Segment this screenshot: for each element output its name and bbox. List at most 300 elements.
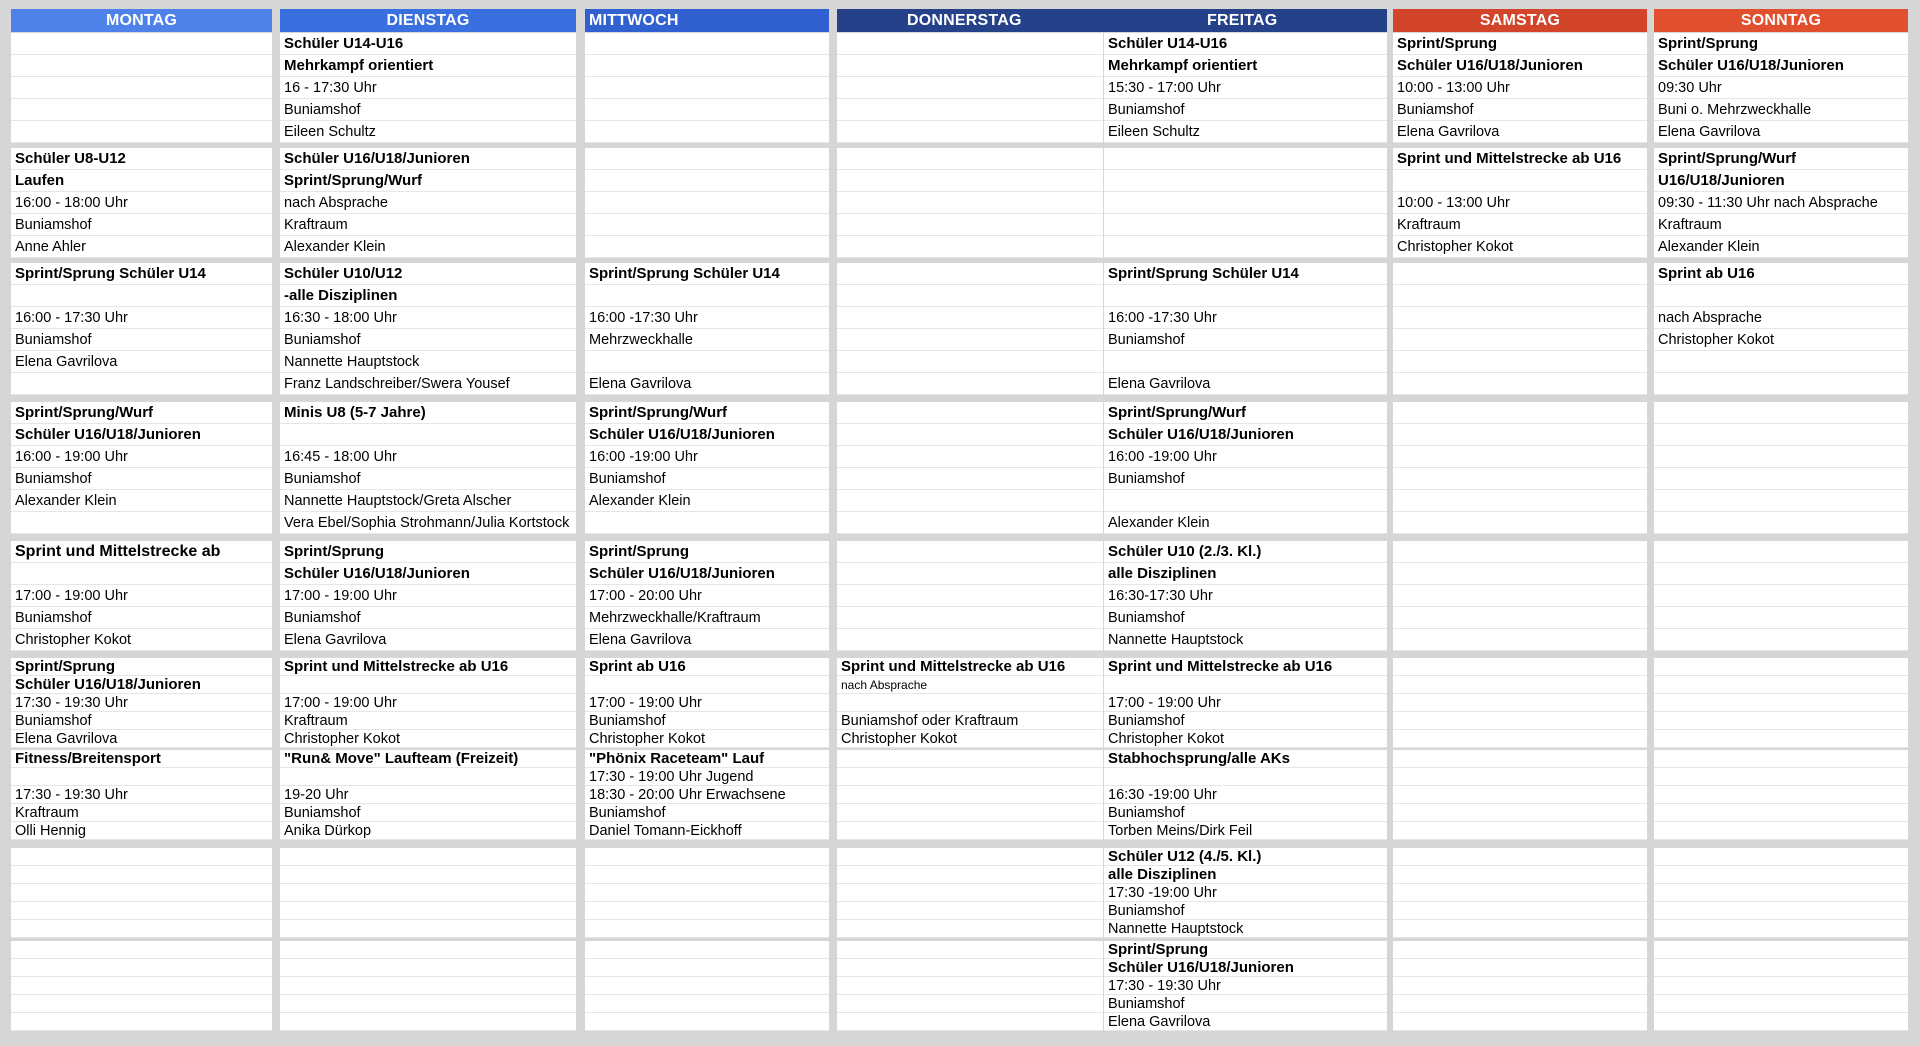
schedule-cell: Kraftraum xyxy=(1393,214,1647,236)
schedule-cell xyxy=(837,148,1103,170)
col-dienstag xyxy=(280,33,576,1031)
schedule-block xyxy=(11,658,272,748)
schedule-cell xyxy=(1393,804,1647,822)
schedule-cell: 18:30 - 20:00 Uhr Erwachsene xyxy=(585,786,829,804)
schedule-cell: Christopher Kokot xyxy=(1654,329,1908,351)
schedule-block xyxy=(1393,402,1647,534)
schedule-cell xyxy=(585,920,829,938)
schedule-cell xyxy=(1393,285,1647,307)
schedule-cell xyxy=(1393,676,1647,694)
header-montag-label: MONTAG xyxy=(105,12,178,29)
schedule-block xyxy=(1654,402,1908,534)
schedule-block xyxy=(837,402,1103,534)
schedule-cell xyxy=(11,884,272,902)
schedule-block xyxy=(280,33,576,143)
schedule-cell xyxy=(280,977,576,995)
schedule-block xyxy=(1104,941,1387,1031)
schedule-cell xyxy=(837,884,1103,902)
schedule-block xyxy=(585,941,829,1031)
schedule-cell xyxy=(1104,768,1387,786)
schedule-block xyxy=(1104,750,1387,840)
schedule-cell xyxy=(1654,676,1908,694)
schedule-cell: Mehrkampf orientiert xyxy=(280,55,576,77)
schedule-cell xyxy=(585,959,829,977)
schedule-cell: Christopher Kokot xyxy=(585,730,829,748)
block-separator xyxy=(837,840,1103,848)
block-separator xyxy=(1104,651,1387,658)
schedule-cell xyxy=(837,750,1103,768)
schedule-cell: Sprint/Sprung/Wurf xyxy=(585,402,829,424)
schedule-cell: 16:00 -17:30 Uhr xyxy=(585,307,829,329)
schedule-cell: Buni o. Mehrzweckhalle xyxy=(1654,99,1908,121)
schedule-cell: Stabhochsprung/alle AKs xyxy=(1104,750,1387,768)
schedule-cell: Christopher Kokot xyxy=(1393,236,1647,258)
schedule-cell xyxy=(837,263,1103,285)
schedule-cell: Buniamshof xyxy=(1104,712,1387,730)
schedule-block xyxy=(837,941,1103,1031)
schedule-cell xyxy=(280,920,576,938)
schedule-cell xyxy=(837,848,1103,866)
schedule-cell xyxy=(11,977,272,995)
schedule-cell: Sprint/Sprung/Wurf xyxy=(1654,148,1908,170)
schedule-cell xyxy=(585,977,829,995)
header-dienstag xyxy=(280,9,576,32)
schedule-cell: Buniamshof xyxy=(11,214,272,236)
schedule-cell: Sprint/Sprung/Wurf xyxy=(1104,402,1387,424)
schedule-cell xyxy=(837,99,1103,121)
schedule-cell: Elena Gavrilova xyxy=(1393,121,1647,143)
schedule-block xyxy=(11,263,272,395)
schedule-cell xyxy=(280,1013,576,1031)
schedule-cell xyxy=(1654,786,1908,804)
schedule-cell xyxy=(11,902,272,920)
schedule-cell: 16:30 - 18:00 Uhr xyxy=(280,307,576,329)
schedule-block xyxy=(1393,941,1647,1031)
col-sonntag xyxy=(1654,33,1908,1031)
block-separator xyxy=(585,395,829,402)
schedule-block xyxy=(1393,658,1647,748)
schedule-block xyxy=(585,658,829,748)
schedule-cell: Schüler U16/U18/Junioren xyxy=(1654,55,1908,77)
schedule-cell xyxy=(1393,424,1647,446)
col-mittwoch xyxy=(585,33,829,1031)
schedule-cell xyxy=(585,55,829,77)
schedule-cell xyxy=(1654,402,1908,424)
schedule-cell xyxy=(1654,446,1908,468)
schedule-cell: Eileen Schultz xyxy=(1104,121,1387,143)
schedule-cell xyxy=(280,768,576,786)
schedule-cell: Sprint und Mittelstrecke ab U16 xyxy=(280,658,576,676)
block-separator xyxy=(1393,840,1647,848)
schedule-cell: Buniamshof xyxy=(1393,99,1647,121)
schedule-cell: Alexander Klein xyxy=(280,236,576,258)
schedule-block xyxy=(837,263,1103,395)
schedule-cell: Vera Ebel/Sophia Strohmann/Julia Kortstock xyxy=(280,512,576,534)
schedule-block xyxy=(1654,658,1908,748)
schedule-cell: Elena Gavrilova xyxy=(1654,121,1908,143)
schedule-cell: Buniamshof xyxy=(280,99,576,121)
schedule-cell: Elena Gavrilova xyxy=(280,629,576,651)
schedule-cell: 16:00 -17:30 Uhr xyxy=(1104,307,1387,329)
schedule-cell xyxy=(585,884,829,902)
schedule-cell xyxy=(1654,373,1908,395)
header-donnerstag-label: DONNERSTAG xyxy=(907,12,1022,29)
schedule-cell: Nannette Hauptstock/Greta Alscher xyxy=(280,490,576,512)
schedule-cell xyxy=(1393,694,1647,712)
block-separator xyxy=(1654,534,1908,541)
schedule-cell xyxy=(837,959,1103,977)
schedule-cell xyxy=(1654,768,1908,786)
schedule-cell: Schüler U10 (2./3. Kl.) xyxy=(1104,541,1387,563)
block-separator xyxy=(1104,395,1387,402)
schedule-cell xyxy=(837,786,1103,804)
schedule-cell: Schüler U16/U18/Junioren xyxy=(11,676,272,694)
schedule-cell xyxy=(1104,170,1387,192)
schedule-cell xyxy=(1393,786,1647,804)
schedule-cell xyxy=(1654,977,1908,995)
schedule-cell xyxy=(585,236,829,258)
schedule-cell xyxy=(837,170,1103,192)
schedule-cell xyxy=(837,995,1103,1013)
schedule-cell xyxy=(1654,804,1908,822)
schedule-cell xyxy=(585,512,829,534)
schedule-block xyxy=(585,848,829,938)
schedule-cell: nach Absprache xyxy=(1654,307,1908,329)
schedule-cell: Sprint ab U16 xyxy=(585,658,829,676)
schedule-cell xyxy=(1654,563,1908,585)
schedule-block xyxy=(1104,148,1387,258)
col-freitag xyxy=(1104,33,1387,1031)
block-separator xyxy=(11,534,272,541)
header-sonntag xyxy=(1654,9,1908,32)
schedule-cell xyxy=(1654,1013,1908,1031)
col-samstag xyxy=(1393,33,1647,1031)
schedule-cell: Sprint/Sprung/Wurf xyxy=(280,170,576,192)
schedule-cell xyxy=(1654,730,1908,748)
schedule-cell: Nannette Hauptstock xyxy=(280,351,576,373)
schedule-cell xyxy=(1654,941,1908,959)
schedule-cell: Schüler U14-U16 xyxy=(1104,33,1387,55)
schedule-block xyxy=(1654,541,1908,651)
schedule-cell xyxy=(585,902,829,920)
schedule-block xyxy=(1104,402,1387,534)
schedule-block xyxy=(1393,848,1647,938)
schedule-cell: Fitness/Breitensport xyxy=(11,750,272,768)
schedule-cell: Schüler U16/U18/Junioren xyxy=(280,563,576,585)
schedule-cell xyxy=(585,121,829,143)
schedule-cell xyxy=(1654,285,1908,307)
schedule-cell: 17:30 - 19:00 Uhr Jugend xyxy=(585,768,829,786)
schedule-cell xyxy=(837,77,1103,99)
schedule-cell: Buniamshof xyxy=(1104,607,1387,629)
schedule-cell: Sprint/Sprung/Wurf xyxy=(11,402,272,424)
schedule-cell: Schüler U14-U16 xyxy=(280,33,576,55)
schedule-cell: Buniamshof xyxy=(11,712,272,730)
schedule-cell: Buniamshof xyxy=(1104,468,1387,490)
schedule-cell: Alexander Klein xyxy=(11,490,272,512)
schedule-block xyxy=(837,541,1103,651)
schedule-cell xyxy=(1654,585,1908,607)
schedule-cell xyxy=(1393,884,1647,902)
schedule-cell: Anne Ahler xyxy=(11,236,272,258)
schedule-cell: Schüler U16/U18/Junioren xyxy=(1104,424,1387,446)
schedule-cell xyxy=(1393,902,1647,920)
schedule-cell xyxy=(11,121,272,143)
schedule-cell xyxy=(1393,373,1647,395)
schedule-cell: Mehrzweckhalle/Kraftraum xyxy=(585,607,829,629)
schedule-cell xyxy=(1654,629,1908,651)
schedule-cell: Buniamshof xyxy=(1104,99,1387,121)
schedule-cell: Sprint und Mittelstrecke ab xyxy=(11,541,272,563)
schedule-cell xyxy=(1393,170,1647,192)
schedule-cell: Schüler U16/U18/Junioren xyxy=(1393,55,1647,77)
schedule-cell xyxy=(837,307,1103,329)
schedule-cell: 10:00 - 13:00 Uhr xyxy=(1393,192,1647,214)
schedule-cell xyxy=(1104,192,1387,214)
schedule-cell xyxy=(11,941,272,959)
schedule-cell xyxy=(837,941,1103,959)
schedule-cell xyxy=(585,995,829,1013)
schedule-cell: Christopher Kokot xyxy=(837,730,1103,748)
schedule-cell: Buniamshof xyxy=(11,468,272,490)
schedule-cell: Buniamshof xyxy=(11,329,272,351)
schedule-cell xyxy=(11,920,272,938)
schedule-cell xyxy=(837,373,1103,395)
schedule-block xyxy=(837,33,1103,143)
schedule-cell xyxy=(837,121,1103,143)
schedule-cell: Sprint/Sprung xyxy=(280,541,576,563)
header-samstag xyxy=(1393,9,1647,32)
schedule-cell xyxy=(837,694,1103,712)
schedule-cell: Nannette Hauptstock xyxy=(1104,920,1387,938)
schedule-cell xyxy=(837,402,1103,424)
schedule-block xyxy=(11,541,272,651)
schedule-block xyxy=(1104,848,1387,938)
schedule-cell xyxy=(585,848,829,866)
schedule-block xyxy=(280,402,576,534)
schedule-cell xyxy=(11,512,272,534)
schedule-cell xyxy=(1654,512,1908,534)
schedule-block xyxy=(1393,750,1647,840)
schedule-cell: Buniamshof xyxy=(1104,995,1387,1013)
schedule-block xyxy=(280,658,576,748)
block-separator xyxy=(837,534,1103,541)
block-separator xyxy=(280,840,576,848)
schedule-cell xyxy=(1393,607,1647,629)
schedule-cell: 19-20 Uhr xyxy=(280,786,576,804)
schedule-block xyxy=(837,848,1103,938)
schedule-block xyxy=(1654,848,1908,938)
schedule-cell: Franz Landschreiber/Swera Yousef xyxy=(280,373,576,395)
schedule-cell xyxy=(11,959,272,977)
schedule-block xyxy=(11,750,272,840)
schedule-cell: Christopher Kokot xyxy=(280,730,576,748)
schedule-cell: 16:00 -19:00 Uhr xyxy=(1104,446,1387,468)
schedule-cell xyxy=(1393,750,1647,768)
schedule-cell xyxy=(11,285,272,307)
schedule-cell xyxy=(837,629,1103,651)
schedule-cell: Olli Hennig xyxy=(11,822,272,840)
schedule-cell: Nannette Hauptstock xyxy=(1104,629,1387,651)
schedule-block xyxy=(280,750,576,840)
schedule-cell xyxy=(1393,712,1647,730)
schedule-cell: Elena Gavrilova xyxy=(11,730,272,748)
block-separator xyxy=(11,651,272,658)
schedule-cell: Schüler U16/U18/Junioren xyxy=(585,424,829,446)
schedule-cell: Alexander Klein xyxy=(585,490,829,512)
schedule-cell: alle Disziplinen xyxy=(1104,866,1387,884)
schedule-cell xyxy=(837,541,1103,563)
schedule-cell xyxy=(1654,959,1908,977)
schedule-cell xyxy=(837,902,1103,920)
schedule-cell xyxy=(837,1013,1103,1031)
schedule-cell xyxy=(1393,402,1647,424)
schedule-cell xyxy=(585,214,829,236)
schedule-cell xyxy=(1654,490,1908,512)
schedule-cell: Elena Gavrilova xyxy=(585,629,829,651)
schedule-block xyxy=(585,33,829,143)
schedule-cell: 16:45 - 18:00 Uhr xyxy=(280,446,576,468)
schedule-block xyxy=(280,941,576,1031)
block-separator xyxy=(1654,651,1908,658)
block-separator xyxy=(280,395,576,402)
schedule-cell: Sprint ab U16 xyxy=(1654,263,1908,285)
schedule-block xyxy=(11,148,272,258)
schedule-cell xyxy=(837,468,1103,490)
schedule-cell xyxy=(1393,263,1647,285)
block-separator xyxy=(1104,534,1387,541)
schedule-cell xyxy=(837,512,1103,534)
schedule-cell: 16:00 - 19:00 Uhr xyxy=(11,446,272,468)
schedule-block xyxy=(1654,941,1908,1031)
schedule-cell: Sprint und Mittelstrecke ab U16 xyxy=(1393,148,1647,170)
schedule-cell: 15:30 - 17:00 Uhr xyxy=(1104,77,1387,99)
schedule-cell: Sprint/Sprung xyxy=(585,541,829,563)
schedule-cell xyxy=(1393,995,1647,1013)
schedule-cell xyxy=(1654,750,1908,768)
block-separator xyxy=(585,840,829,848)
schedule-cell xyxy=(280,959,576,977)
schedule-cell xyxy=(11,373,272,395)
schedule-cell xyxy=(837,866,1103,884)
schedule-cell xyxy=(837,804,1103,822)
schedule-cell xyxy=(1393,563,1647,585)
schedule-cell xyxy=(1393,658,1647,676)
schedule-cell: Buniamshof xyxy=(280,804,576,822)
schedule-cell: U16/U18/Junioren xyxy=(1654,170,1908,192)
block-separator xyxy=(11,840,272,848)
schedule-cell xyxy=(837,424,1103,446)
schedule-block xyxy=(1104,263,1387,395)
schedule-cell: Christopher Kokot xyxy=(11,629,272,651)
schedule-cell: 17:30 - 19:30 Uhr xyxy=(11,694,272,712)
schedule-cell: 17:00 - 19:00 Uhr xyxy=(585,694,829,712)
schedule-cell xyxy=(1654,866,1908,884)
schedule-cell xyxy=(837,329,1103,351)
schedule-cell xyxy=(11,55,272,77)
schedule-block xyxy=(1654,750,1908,840)
schedule-cell: nach Absprache xyxy=(837,676,1103,694)
header-donnerstag-freitag xyxy=(837,9,1387,32)
schedule-cell: 09:30 Uhr xyxy=(1654,77,1908,99)
schedule-block xyxy=(585,541,829,651)
schedule-cell xyxy=(585,192,829,214)
schedule-cell xyxy=(280,941,576,959)
schedule-cell: 17:30 - 19:30 Uhr xyxy=(1104,977,1387,995)
schedule-cell xyxy=(1393,512,1647,534)
schedule-cell xyxy=(1654,712,1908,730)
schedule-cell: Christopher Kokot xyxy=(1104,730,1387,748)
schedule-cell: 09:30 - 11:30 Uhr nach Absprache xyxy=(1654,192,1908,214)
schedule-block xyxy=(1654,148,1908,258)
schedule-cell xyxy=(1393,541,1647,563)
schedule-cell xyxy=(837,236,1103,258)
schedule-cell xyxy=(280,884,576,902)
schedule-cell xyxy=(1393,822,1647,840)
schedule-cell: 17:30 - 19:30 Uhr xyxy=(11,786,272,804)
block-separator xyxy=(1393,395,1647,402)
schedule-cell xyxy=(1654,902,1908,920)
schedule-cell xyxy=(1393,629,1647,651)
schedule-cell xyxy=(585,99,829,121)
schedule-cell: Anika Dürkop xyxy=(280,822,576,840)
block-separator xyxy=(585,651,829,658)
schedule-cell: Buniamshof xyxy=(585,804,829,822)
schedule-cell xyxy=(837,55,1103,77)
schedule-cell xyxy=(1654,541,1908,563)
schedule-cell: Sprint/Sprung xyxy=(1393,33,1647,55)
schedule-cell xyxy=(837,585,1103,607)
schedule-cell xyxy=(11,563,272,585)
schedule-cell: Torben Meins/Dirk Feil xyxy=(1104,822,1387,840)
schedule-cell: 16:30-17:30 Uhr xyxy=(1104,585,1387,607)
block-separator xyxy=(837,395,1103,402)
schedule-cell xyxy=(11,866,272,884)
header-sonntag-label: SONNTAG xyxy=(1740,12,1822,29)
schedule-cell: 17:00 - 19:00 Uhr xyxy=(280,694,576,712)
schedule-cell xyxy=(1654,884,1908,902)
schedule-cell: Mehrkampf orientiert xyxy=(1104,55,1387,77)
block-separator xyxy=(1654,840,1908,848)
schedule-cell xyxy=(280,424,576,446)
schedule-block xyxy=(1654,263,1908,395)
schedule-cell: 16:00 -19:00 Uhr xyxy=(585,446,829,468)
schedule-cell: Minis U8 (5-7 Jahre) xyxy=(280,402,576,424)
schedule-cell: Kraftraum xyxy=(1654,214,1908,236)
schedule-cell xyxy=(585,941,829,959)
schedule-cell xyxy=(1393,585,1647,607)
schedule-cell xyxy=(11,77,272,99)
schedule-cell xyxy=(837,768,1103,786)
schedule-cell: Elena Gavrilova xyxy=(1104,1013,1387,1031)
schedule-cell xyxy=(11,848,272,866)
schedule-cell xyxy=(1654,995,1908,1013)
schedule-cell xyxy=(1393,490,1647,512)
schedule-cell xyxy=(585,77,829,99)
schedule-cell: Elena Gavrilova xyxy=(1104,373,1387,395)
schedule-cell xyxy=(1393,959,1647,977)
schedule-cell: Sprint und Mittelstrecke ab U16 xyxy=(837,658,1103,676)
schedule-block xyxy=(1654,33,1908,143)
schedule-block xyxy=(1393,541,1647,651)
header-dienstag-label: DIENSTAG xyxy=(386,12,470,29)
schedule-block xyxy=(280,148,576,258)
schedule-cell xyxy=(1654,848,1908,866)
schedule-cell xyxy=(1104,351,1387,373)
schedule-cell xyxy=(1393,468,1647,490)
col-donnerstag xyxy=(837,33,1103,1031)
schedule-cell xyxy=(1393,848,1647,866)
